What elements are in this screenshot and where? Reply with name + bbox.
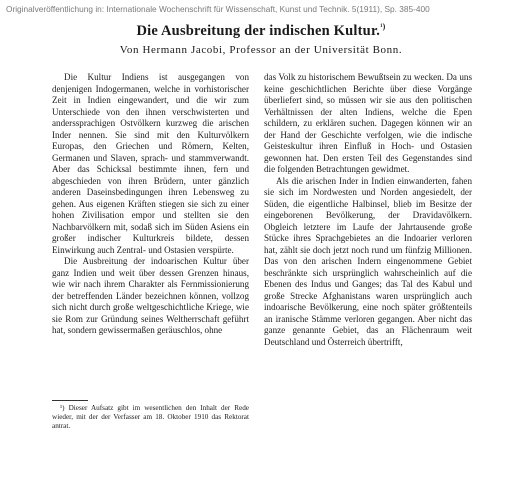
article-title <box>0 22 522 40</box>
title-footnote-mark: ¹) <box>380 22 386 31</box>
footnote-rule <box>52 400 88 401</box>
paragraph: das Volk zu historischem Bewußtsein zu wecken. Da uns keine geschichtlichen Berichte über diese Vorgänge überliefert sind, so müssen wir sie aus den politischen Verhältnissen der alten Indiens, welche die Epen schildern, zu erklären suchen. Dagegen können wir an der Hand der Geschichte verfolgen, wie die indische Geisteskultur ihren Einfluß in Hoch- und Ostasien gewonnen hat. Den ersten Teil des Gegenstandes sind die folgenden Betrachtungen gewidmet. <box>264 72 472 174</box>
right-column <box>264 72 472 348</box>
left-column <box>52 72 249 337</box>
footnote: ¹) Dieser Aufsatz gibt im wesentlichen den Inhalt der Rede wieder, mit der der Verfasser am 18. Oktober 1910 das Rektorat antrat. <box>52 404 249 430</box>
paragraph: Die Kultur Indiens ist ausgegangen von denjenigen Indogermanen, welche in vorhistorischer Zeit in Indien eingewandert, und die wir zum Unterschiede von den ihnen verschwisterten und anderssprachigen Ostvölkern kurzweg die arischen Inder nennen. Sie sind mit den Kulturvölkern Europas, den Griechen und Römern, Kelten, Germanen und Slaven, sprach- und stammverwandt. Aber das Schicksal bestimmte ihnen, fern und abgeschieden von ihren Brüdern, unter gänzlich anderen Daseinsbedingungen ihren Lebensweg zu gehen. Aus eigenen Kräften stiegen sie sich zu einer hohen Zivilisation empor und stellten sie den Nachbarvölkern mit, sodaß sich im Süden Asiens ein großer indischer Kulturkreis bildete, dessen Einwirkung auch Zentral- und Ostasien verspürte. <box>52 72 249 255</box>
article-title-text: Die Ausbreitung der indischen Kultur. <box>136 22 381 39</box>
source-citation: Originalveröffentlichung in: Internationale Wochenschrift für Wissenschaft, Kunst und Technik. 5(1911), Sp. 385-400 <box>6 4 430 14</box>
paragraph: Als die arischen Inder in Indien einwanderten, fahen sie sich im Nordwesten und Norden angesiedelt, der Süden, die eigentliche Halbinsel, blieb im Besitze der eingeborenen Bevölkerung, der Dravidavölkern. Obgleich letztere im Laufe der Jahrtausende große Stücke ihres Sprachgebietes an die Indoarier verloren hat, zählt sie doch jetzt noch rund um fünfzig Millionen. Das von den arischen Indern eingenommene Gebiet beschränkte sich ursprünglich wahrscheinlich auf die Ebenen des Indus und Ganges; das Tal des Kabul und große Strecke Afghanistans waren ursprünglich auch indoarische Bevölkerung, eine noch später größtenteils an iranische Stämme verloren gegangen. Aber nicht das ganze genannte Gebiet, das an Flächenraum weit Deutschland und Österreich übertrifft, <box>264 175 472 347</box>
author-line: Von Hermann Jacobi, Professor an der Universität Bonn. <box>119 44 403 56</box>
paragraph: Die Ausbreitung der indoarischen Kultur über ganz Indien und weit über dessen Grenzen hinaus, wie wir nach ihrem Charakter als Fernmissionierung der betreffenden Länder bezeichnen können, vollzog sich nicht durch große weltgeschichtliche Kriege, wie sie Rom zur Gründung seines Weltherrschaft geführt hat, sondern gewissermaßen geräuschlos, ohne <box>52 256 249 335</box>
